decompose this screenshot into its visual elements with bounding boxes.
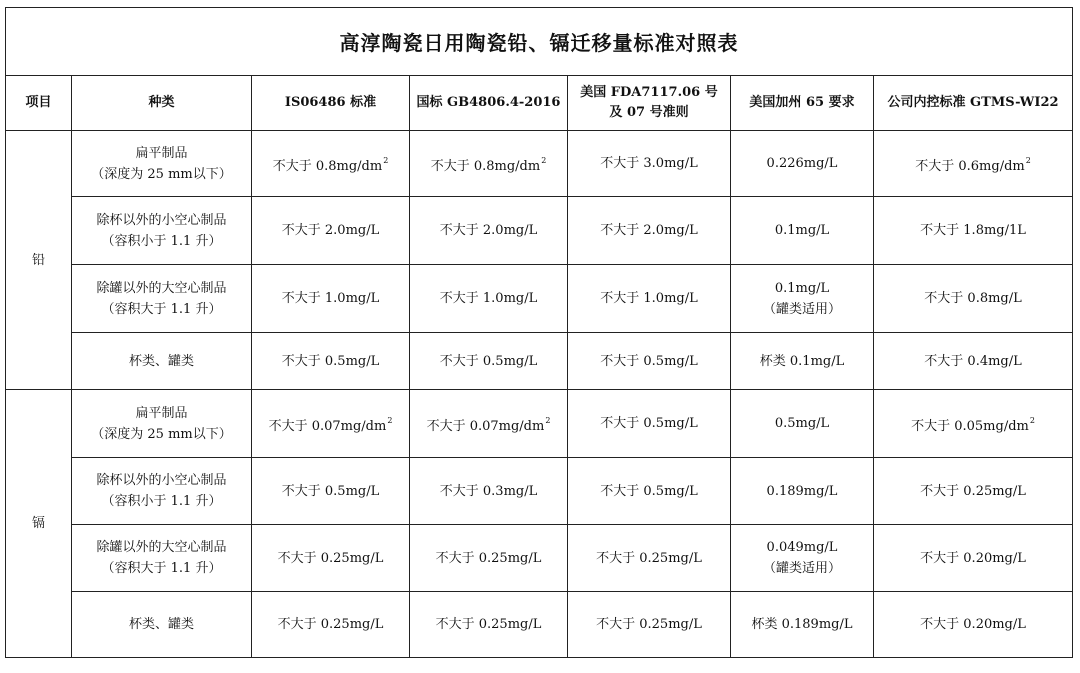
value-text: 不大于 0.05mg/dm <box>911 419 1029 434</box>
value-cell: 不大于 1.0mg/L <box>568 265 731 333</box>
group-label-cadmium: 镉 <box>6 390 72 658</box>
value-cell: 不大于 1.0mg/L <box>252 265 410 333</box>
category-note: （深度为 25 mm以下） <box>91 166 232 182</box>
value-cell <box>731 525 874 592</box>
value-cell: 不大于 0.5mg/L <box>568 458 731 525</box>
value-note: （罐类适用） <box>762 301 841 317</box>
value-cell <box>252 131 410 197</box>
value-superscript: 2 <box>541 156 547 165</box>
value-text: 不大于 0.8mg/dm <box>430 159 541 174</box>
value-text: 不大于 0.07mg/dm <box>268 419 387 434</box>
category-line: 扁平制品 <box>135 145 188 161</box>
value-cell: 不大于 0.25mg/L <box>410 592 568 658</box>
value-cell: 不大于 0.25mg/L <box>252 525 410 592</box>
value-cell: 不大于 0.25mg/L <box>410 525 568 592</box>
category-cell <box>72 265 252 333</box>
value-cell: 0.189mg/L <box>731 458 874 525</box>
standards-sheet <box>5 7 1072 661</box>
value-cell: 0.5mg/L <box>731 390 874 458</box>
value-cell: 不大于 1.0mg/L <box>410 265 568 333</box>
category-note: （容积小于 1.1 升） <box>101 233 222 249</box>
value-cell: 不大于 0.5mg/L <box>252 333 410 390</box>
table-row <box>6 197 1073 265</box>
value-cell: 不大于 2.0mg/L <box>568 197 731 265</box>
value-cell: 不大于 0.5mg/L <box>410 333 568 390</box>
header-row <box>6 76 1073 131</box>
value-cell: 不大于 2.0mg/L <box>410 197 568 265</box>
value-cell: 不大于 2.0mg/L <box>252 197 410 265</box>
category-line: 除杯以外的小空心制品 <box>96 212 227 228</box>
category-line: 除杯以外的小空心制品 <box>96 473 227 488</box>
value-text: 0.226mg/L <box>766 156 838 171</box>
value-cell <box>731 265 874 333</box>
header-item: 项目 <box>6 76 72 131</box>
category-cell <box>72 131 252 197</box>
table-row <box>6 131 1073 197</box>
header-fda <box>568 76 731 131</box>
value-text: 不大于 0.6mg/dm <box>915 159 1025 174</box>
value-text: 不大于 0.07mg/dm <box>426 419 545 434</box>
table-row <box>6 333 1073 390</box>
header-california-65: 美国加州 65 要求 <box>731 76 874 131</box>
category-cell <box>72 390 252 458</box>
value-text: 0.049mg/L <box>766 540 838 555</box>
category-note: （深度为 25 mm以下） <box>91 426 232 442</box>
value-cell <box>731 131 874 197</box>
header-gb4806: 国标 GB4806.4-2016 <box>410 76 568 131</box>
table-row <box>6 525 1073 592</box>
value-cell: 不大于 0.20mg/L <box>874 592 1073 658</box>
value-cell <box>410 131 568 197</box>
category-cell <box>72 525 252 592</box>
category-line: 除罐以外的大空心制品 <box>96 280 227 296</box>
value-cell: 0.1mg/L <box>731 197 874 265</box>
value-superscript: 2 <box>545 416 551 425</box>
value-text: 0.1mg/L <box>774 280 830 296</box>
category-cell <box>72 458 252 525</box>
category-cell <box>72 197 252 265</box>
table-row <box>6 458 1073 525</box>
value-cell <box>874 131 1073 197</box>
header-fda-line1: 美国 FDA7117.06 号 <box>580 85 718 100</box>
value-cell: 不大于 0.8mg/L <box>874 265 1073 333</box>
value-text: 不大于 0.8mg/dm <box>272 159 383 174</box>
value-superscript: 2 <box>383 156 389 165</box>
category-note: （容积小于 1.1 升） <box>101 494 222 509</box>
header-internal-standard: 公司内控标准 GTMS-WI22 <box>874 76 1073 131</box>
value-cell: 不大于 0.5mg/L <box>252 458 410 525</box>
header-iso6486: IS06486 标准 <box>252 76 410 131</box>
value-cell <box>874 390 1073 458</box>
table-row <box>6 390 1073 458</box>
value-note: （罐类适用） <box>762 561 841 576</box>
value-superscript: 2 <box>387 416 393 425</box>
header-category: 种类 <box>72 76 252 131</box>
category-line: 除罐以外的大空心制品 <box>96 540 227 555</box>
value-cell: 不大于 0.3mg/L <box>410 458 568 525</box>
category-cell: 杯类、罐类 <box>72 333 252 390</box>
table-title: 高淳陶瓷日用陶瓷铅、镉迁移量标准对照表 <box>6 8 1073 76</box>
value-cell <box>410 390 568 458</box>
value-cell: 不大于 0.25mg/L <box>568 525 731 592</box>
value-cell: 不大于 0.25mg/L <box>252 592 410 658</box>
category-note: （容积大于 1.1 升） <box>101 561 222 576</box>
value-cell: 杯类 0.189mg/L <box>731 592 874 658</box>
category-line: 扁平制品 <box>135 405 188 421</box>
value-cell: 不大于 0.20mg/L <box>874 525 1073 592</box>
value-cell: 杯类 0.1mg/L <box>731 333 874 390</box>
category-note: （容积大于 1.1 升） <box>101 301 222 317</box>
category-cell: 杯类、罐类 <box>72 592 252 658</box>
value-cell: 不大于 3.0mg/L <box>568 131 731 197</box>
value-cell: 不大于 0.5mg/L <box>568 333 731 390</box>
value-cell: 不大于 0.25mg/L <box>874 458 1073 525</box>
value-superscript: 2 <box>1025 156 1031 165</box>
value-cell <box>252 390 410 458</box>
comparison-table <box>5 7 1073 658</box>
value-cell: 不大于 1.8mg/1L <box>874 197 1073 265</box>
value-superscript: 2 <box>1029 416 1035 425</box>
group-label-lead: 铅 <box>6 131 72 390</box>
table-row <box>6 265 1073 333</box>
value-cell: 不大于 0.4mg/L <box>874 333 1073 390</box>
value-cell: 不大于 0.5mg/L <box>568 390 731 458</box>
header-fda-line2: 及 07 号准则 <box>609 105 689 120</box>
table-row <box>6 592 1073 658</box>
value-cell: 不大于 0.25mg/L <box>568 592 731 658</box>
